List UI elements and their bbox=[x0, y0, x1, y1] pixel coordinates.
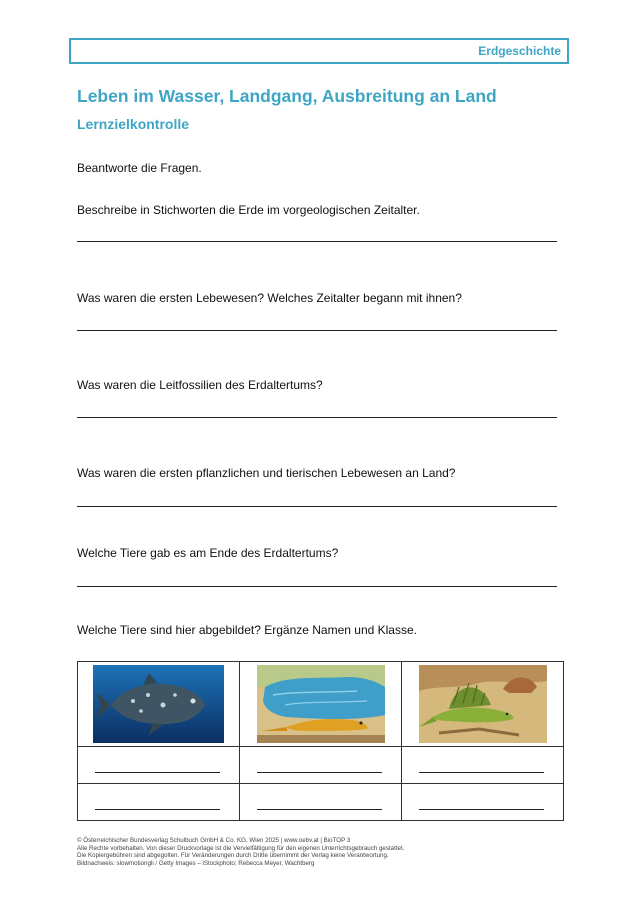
footer-copyright bbox=[77, 837, 404, 867]
answer-line-3[interactable] bbox=[77, 417, 557, 418]
page-title: Leben im Wasser, Landgang, Ausbreitung an Land bbox=[77, 86, 497, 106]
name-cell-1[interactable] bbox=[78, 747, 240, 784]
amphibian-by-water-image bbox=[257, 665, 385, 743]
sail-back-reptile-image bbox=[419, 665, 547, 743]
name-cell-3[interactable] bbox=[402, 747, 564, 784]
animal-table bbox=[77, 661, 564, 821]
question-2: Was waren die ersten Lebewesen? Welches Zeitalter begann mit ihnen? bbox=[77, 291, 462, 305]
question-3: Was waren die Leitfossilien des Erdaltertums? bbox=[77, 378, 323, 392]
answer-line-4[interactable] bbox=[77, 506, 557, 507]
name-line-3 bbox=[419, 772, 544, 773]
answer-line-5[interactable] bbox=[77, 586, 557, 587]
name-cell-2[interactable] bbox=[240, 747, 402, 784]
coelacanth-fish-image bbox=[93, 665, 224, 743]
footer-line-1: © Österreichischer Bundesverlag Schulbuch GmbH & Co. KG, Wien 2025 | www.oebv.at | BioTOP 3 bbox=[77, 837, 351, 844]
class-cell-1[interactable] bbox=[78, 784, 240, 821]
class-line-3 bbox=[419, 809, 544, 810]
question-5: Welche Tiere gab es am Ende des Erdaltertums? bbox=[77, 546, 339, 560]
header-box bbox=[69, 38, 569, 64]
image-row bbox=[78, 662, 564, 747]
class-line-2 bbox=[257, 809, 382, 810]
image-cell-1 bbox=[78, 662, 240, 747]
question-6: Welche Tiere sind hier abgebildet? Ergänze Namen und Klasse. bbox=[77, 623, 417, 637]
class-cell-3[interactable] bbox=[402, 784, 564, 821]
image-cell-2 bbox=[240, 662, 402, 747]
page-subtitle: Lernzielkontrolle bbox=[77, 116, 190, 132]
answer-line-1[interactable] bbox=[77, 241, 557, 242]
class-cell-2[interactable] bbox=[240, 784, 402, 821]
class-row bbox=[78, 784, 564, 821]
footer-line-4: Bildnachweis: slowmotiongli / Getty Images – iStockphoto; Rebecca Meyer, Wachtberg bbox=[77, 859, 315, 867]
name-line-2 bbox=[257, 772, 382, 773]
header-label: Erdgeschichte bbox=[478, 44, 561, 58]
name-line-1 bbox=[95, 772, 220, 773]
footer-line-3: Die Kopiergebühren sind abgegolten. Für Veränderungen durch Dritte übernimmt der Verlag keine Verantwortung. bbox=[77, 852, 389, 860]
question-1: Beschreibe in Stichworten die Erde im vorgeologischen Zeitalter. bbox=[77, 203, 420, 217]
instruction-text: Beantworte die Fragen. bbox=[77, 161, 202, 175]
answer-line-2[interactable] bbox=[77, 330, 557, 331]
class-line-1 bbox=[95, 809, 220, 810]
image-cell-3 bbox=[402, 662, 564, 747]
name-row bbox=[78, 747, 564, 784]
footer-line-2: Alle Rechte vorbehalten. Von dieser Druckvorlage ist die Vervielfältigung für den eigenen Unterrichtsgebrauch gestattet. bbox=[77, 844, 405, 852]
question-4: Was waren die ersten pflanzlichen und tierischen Lebewesen an Land? bbox=[77, 466, 456, 480]
